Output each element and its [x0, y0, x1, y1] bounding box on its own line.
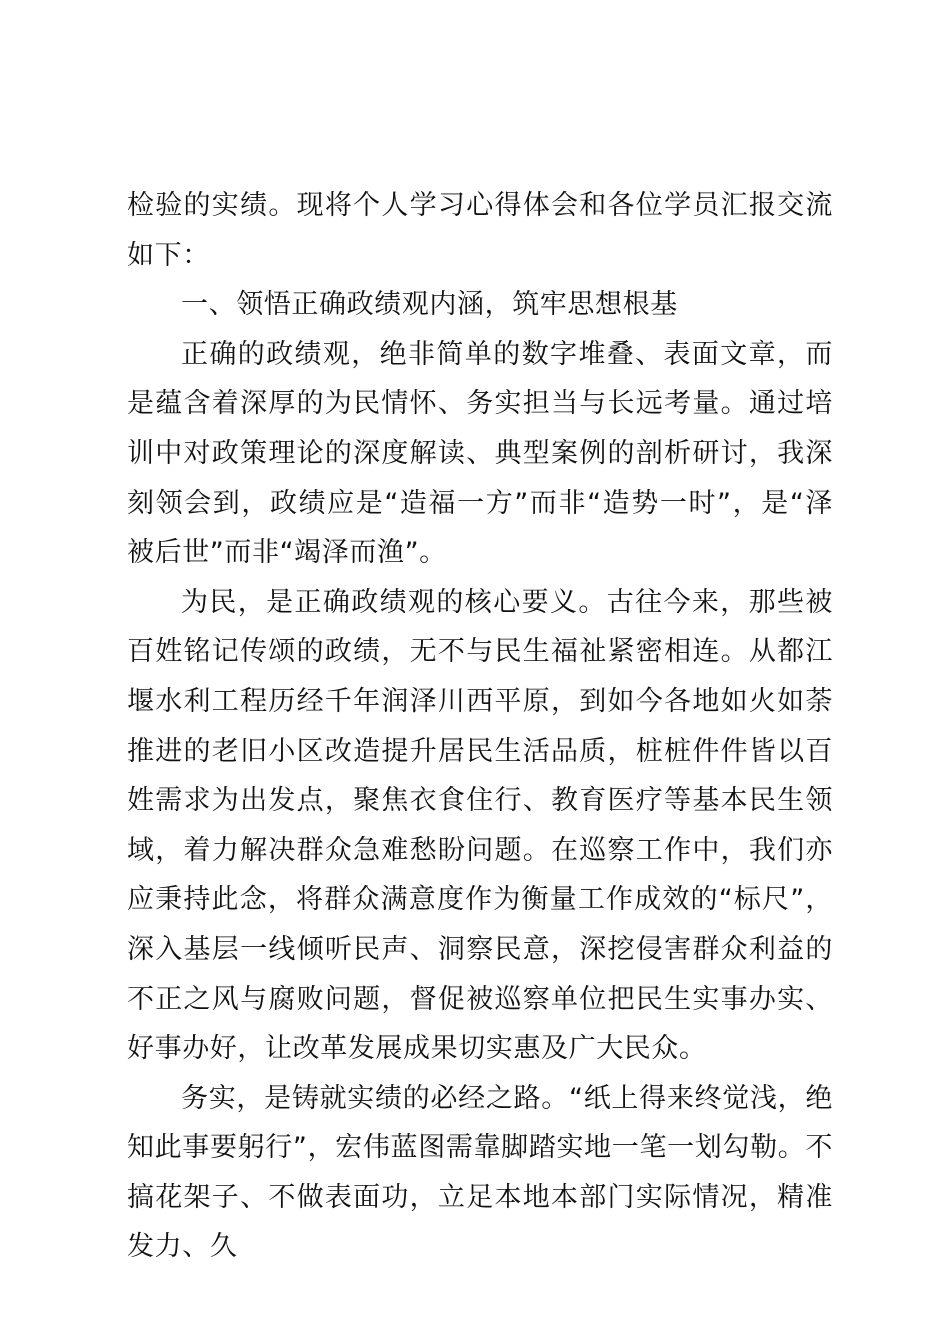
paragraph-pragmatism: 务实，是铸就实绩的必经之路。“纸上得来终觉浅，绝知此事要躬行”，宏伟蓝图需靠脚踏实地一笔一划勾勒。不搞花架子、不做表面功，立足本地本部门实际情况，精准发力、久 — [127, 1082, 833, 1263]
paragraph-correct-view: 正确的政绩观，绝非简单的数字堆叠、表面文章，而是蕴含着深厚的为民情怀、务实担当与长远考量。通过培训中对政策理论的深度解读、典型案例的剖析研讨，我深刻领会到，政绩应是“造福一方”而非“造势一时”，是“泽被后世”而非“竭泽而渔”。 — [127, 338, 833, 569]
paragraph-intro-continuation: 检验的实绩。现将个人学习心得体会和各位学员汇报交流如下： — [127, 190, 833, 271]
section-heading: 一、领悟正确政绩观内涵，筑牢思想根基 — [181, 289, 678, 321]
paragraph-for-people: 为民，是正确政绩观的核心要义。古往今来，那些被百姓铭记传颂的政绩，无不与民生福祉紧密相连。从都江堰水利工程历经千年润泽川西平原，到如今各地如火如荼推进的老旧小区改造提升居民生活品质，桩桩件件皆以百姓需求为出发点，聚焦衣食住行、教育医疗等基本民生领域，着力解决群众急难愁盼问题。在巡察工作中，我们亦应秉持此念，将群众满意度作为衡量工作成效的“标尺”，深入基层一线倾听民声、洞察民意，深挖侵害群众利益的不正之风与腐败问题，督促被巡察单位把民生实事办实、好事办好，让改革发展成果切实惠及广大民众。 — [127, 586, 833, 1065]
document-body — [127, 181, 833, 1272]
